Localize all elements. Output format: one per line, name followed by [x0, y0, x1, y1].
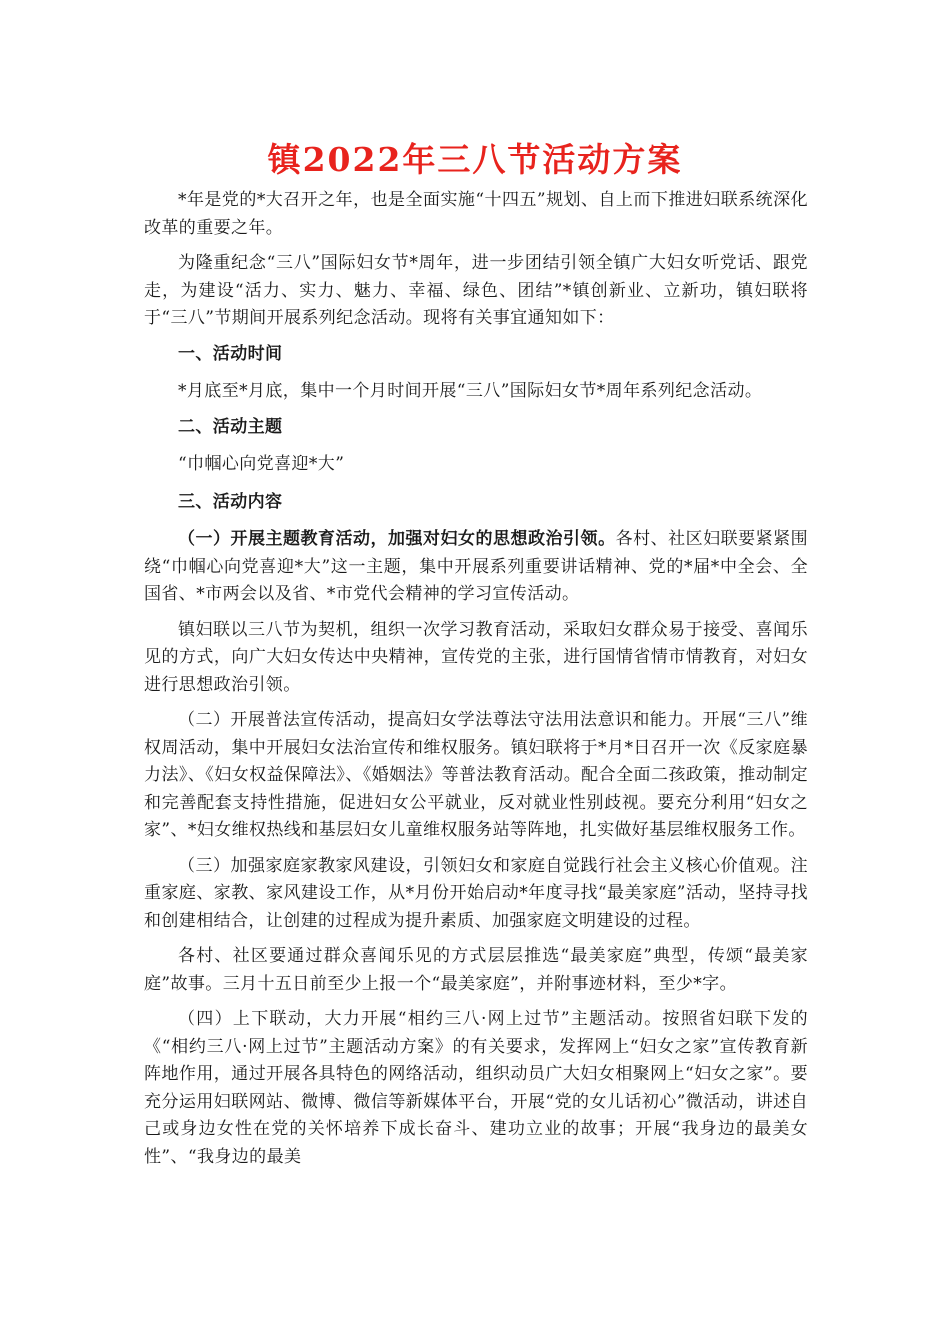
document-body: [144, 187, 808, 1179]
section-3-item-4: （四）上下联动，大力开展“相约三八·网上过节”主题活动。按照省妇联下发的《“相约三八·网上过节”主题活动方案》的有关要求，发挥网上“妇女之家”宣传教育新阵地作用，通过开展各具特色的网络活动，组织动员广大妇女相聚网上“妇女之家”。要充分运用妇联网站、微博、微信等新媒体平台，开展“党的女儿话初心”微活动，讲述自己或身边女性在党的关怀培养下成长奋斗、建功立业的故事；开展“我身边的最美女性”、“我身边的最美: [144, 1009, 808, 1167]
intro-paragraph-2: 为隆重纪念“三八”国际妇女节*周年，进一步团结引领全镇广大妇女听党话、跟党走，为建设“活力、实力、魅力、幸福、绿色、团结”*镇创新业、立新功，镇妇联将于“三八”节期间开展系列纪念活动。现将有关事宜通知如下：: [144, 253, 808, 328]
section-3-item-1-lead: （一）开展主题教育活动，加强对妇女的思想政治引领。: [178, 529, 616, 549]
section-2-text: “巾帼心向党喜迎*大”: [178, 454, 345, 474]
section-3-item-1: [144, 526, 808, 609]
section-1-text: *月底至*月底，集中一个月时间开展“三八”国际妇女节*周年系列纪念活动。: [178, 381, 763, 401]
section-3-heading: 三、活动内容: [178, 491, 283, 512]
section-3-item-3: （三）加强家庭家教家风建设，引领妇女和家庭自觉践行社会主义核心价值观。注重家庭、家教、家风建设工作，从*月份开始启动*年度寻找“最美家庭”活动，坚持寻找和创建相结合，让创建的过程成为提升素质、加强家庭文明建设的过程。: [144, 855, 808, 931]
section-2-heading: 二、活动主题: [178, 416, 283, 437]
document-title: 镇2022年三八节活动方案: [267, 140, 683, 179]
section-3-item-3-paragraph-2: 各村、社区要通过群众喜闻乐见的方式层层推选“最美家庭”典型，传颂“最美家庭”故事。三月十五日前至少上报一个“最美家庭”，并附事迹材料，至少*字。: [144, 946, 808, 994]
section-1-heading: 一、活动时间: [178, 343, 283, 364]
section-3-item-1-text: 各村、社区妇联要紧紧围绕“巾帼心向党喜迎*大”这一主题，集中开展系列重要讲话精神、党的*届*中全会、全国省、*市两会以及省、*市党代会精神的学习宣传活动。: [144, 529, 809, 604]
intro-paragraph-1: *年是党的*大召开之年，也是全面实施“十四五”规划、自上而下推进妇联系统深化改革的重要之年。: [144, 190, 808, 238]
section-3-item-2: （二）开展普法宣传活动，提高妇女学法尊法守法用法意识和能力。开展“三八”维权周活动，集中开展妇女法治宣传和维权服务。镇妇联将于*月*日召开一次《反家庭暴力法》、《妇女权益保障法》、《婚姻法》等普法教育活动。配合全面二孩政策，推动制定和完善配套支持性措施，促进妇女公平就业，反对就业性别歧视。要充分利用“妇女之家”、*妇女维权热线和基层妇女儿童维权服务站等阵地，扎实做好基层维权服务工作。: [144, 710, 808, 840]
section-3-item-1-paragraph-2: 镇妇联以三八节为契机，组织一次学习教育活动，采取妇女群众易于接受、喜闻乐见的方式，向广大妇女传达中央精神，宣传党的主张，进行国情省情市情教育，对妇女进行思想政治引领。: [144, 619, 808, 695]
